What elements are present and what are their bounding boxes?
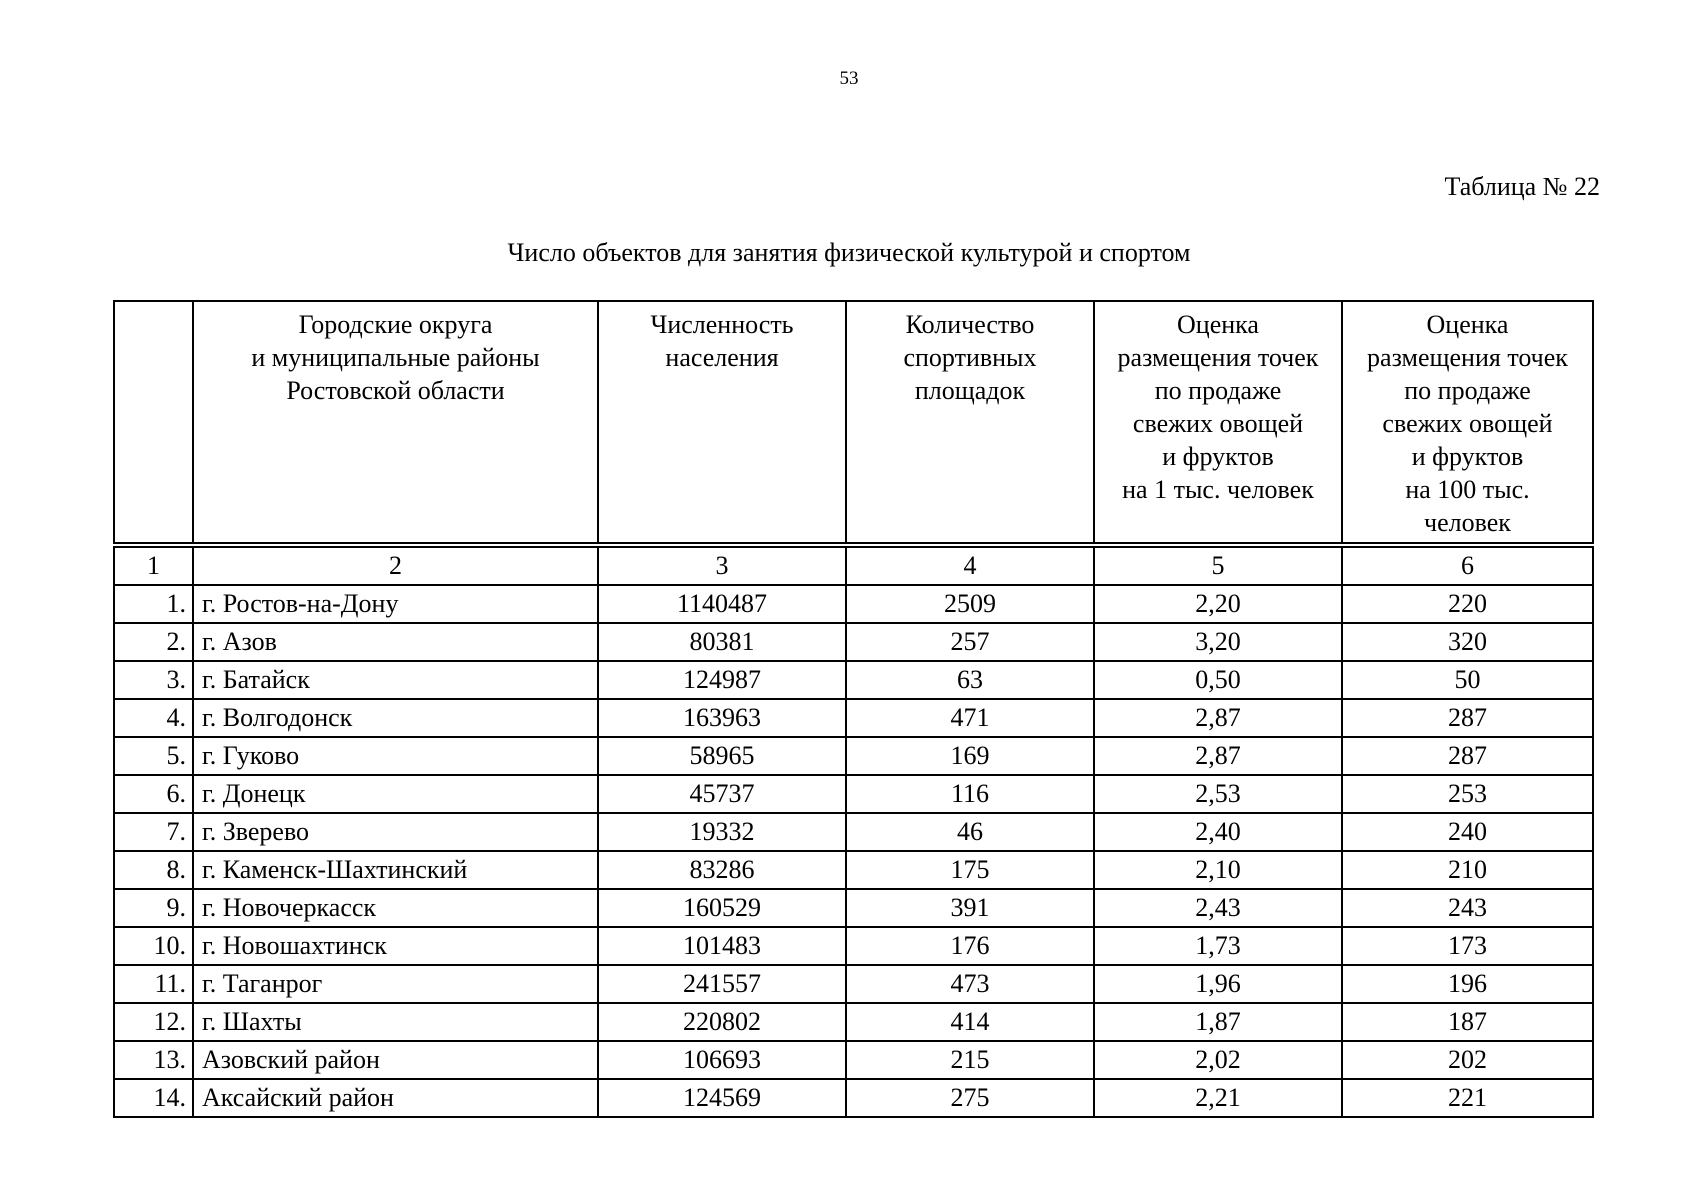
population-cell: 80381	[598, 623, 846, 661]
rating-per-hundred-thousand-cell: 220	[1342, 585, 1593, 623]
rating-per-thousand-cell: 1,87	[1094, 1003, 1342, 1041]
rating-per-hundred-thousand-cell: 210	[1342, 851, 1593, 889]
population-cell: 163963	[598, 699, 846, 737]
table-row	[114, 851, 1593, 889]
rating-per-thousand-cell: 3,20	[1094, 623, 1342, 661]
district-name-cell: г. Шахты	[193, 1003, 598, 1041]
table-row	[114, 699, 1593, 737]
rating-per-hundred-thousand-cell: 287	[1342, 737, 1593, 775]
district-name-cell: г. Донецк	[193, 775, 598, 813]
population-cell: 220802	[598, 1003, 846, 1041]
sports-grounds-cell: 169	[846, 737, 1094, 775]
district-name-cell: г. Волгодонск	[193, 699, 598, 737]
document-title: Число объектов для занятия физической культурой и спортом	[507, 238, 1191, 267]
sports-grounds-cell: 176	[846, 927, 1094, 965]
table-row	[114, 585, 1593, 623]
table-row	[114, 623, 1593, 661]
district-name-cell: г. Азов	[193, 623, 598, 661]
rating-per-thousand-cell: 2,21	[1094, 1079, 1342, 1117]
sports-grounds-cell: 215	[846, 1041, 1094, 1079]
table-row	[114, 775, 1593, 813]
rating-per-hundred-thousand-cell: 240	[1342, 813, 1593, 851]
table-row	[114, 1003, 1593, 1041]
district-name-cell: г. Ростов-на-Дону	[193, 585, 598, 623]
district-name-cell: г. Новошахтинск	[193, 927, 598, 965]
rating-per-hundred-thousand-cell: 50	[1342, 661, 1593, 699]
row-index-cell: 3.	[114, 661, 193, 699]
rating-per-hundred-thousand-cell: 187	[1342, 1003, 1593, 1041]
rating-per-thousand-cell: 1,96	[1094, 965, 1342, 1003]
rating-per-thousand-cell: 2,87	[1094, 699, 1342, 737]
header-cell-sports-grounds: Количество спортивных площадок	[846, 301, 1094, 545]
district-name-cell: г. Батайск	[193, 661, 598, 699]
row-index-cell: 8.	[114, 851, 193, 889]
sports-grounds-cell: 116	[846, 775, 1094, 813]
rating-per-thousand-cell: 2,40	[1094, 813, 1342, 851]
row-index-cell: 4.	[114, 699, 193, 737]
rating-per-hundred-thousand-cell: 320	[1342, 623, 1593, 661]
header-cell-index	[114, 301, 193, 545]
district-name-cell: г. Новочеркасск	[193, 889, 598, 927]
row-index-cell: 10.	[114, 927, 193, 965]
rating-per-thousand-cell: 2,02	[1094, 1041, 1342, 1079]
table-row	[114, 889, 1593, 927]
row-index-cell: 1.	[114, 585, 193, 623]
district-name-cell: Аксайский район	[193, 1079, 598, 1117]
rating-per-thousand-cell: 0,50	[1094, 661, 1342, 699]
rating-per-thousand-cell: 1,73	[1094, 927, 1342, 965]
header-row	[114, 301, 1593, 545]
rating-per-thousand-cell: 2,10	[1094, 851, 1342, 889]
district-name-cell: г. Каменск-Шахтинский	[193, 851, 598, 889]
population-cell: 241557	[598, 965, 846, 1003]
population-cell: 124987	[598, 661, 846, 699]
row-index-cell: 7.	[114, 813, 193, 851]
data-table	[113, 300, 1594, 1118]
row-index-cell: 12.	[114, 1003, 193, 1041]
district-name-cell: Азовский район	[193, 1041, 598, 1079]
column-number: 4	[846, 545, 1094, 585]
sports-grounds-cell: 414	[846, 1003, 1094, 1041]
column-number-row	[114, 545, 1593, 585]
column-number: 1	[114, 545, 193, 585]
rating-per-thousand-cell: 2,87	[1094, 737, 1342, 775]
rating-per-hundred-thousand-cell: 221	[1342, 1079, 1593, 1117]
rating-per-thousand-cell: 2,43	[1094, 889, 1342, 927]
table-row	[114, 1041, 1593, 1079]
sports-grounds-cell: 471	[846, 699, 1094, 737]
row-index-cell: 13.	[114, 1041, 193, 1079]
rating-per-hundred-thousand-cell: 173	[1342, 927, 1593, 965]
population-cell: 1140487	[598, 585, 846, 623]
rating-per-hundred-thousand-cell: 253	[1342, 775, 1593, 813]
table-row	[114, 661, 1593, 699]
row-index-cell: 5.	[114, 737, 193, 775]
rating-per-hundred-thousand-cell: 287	[1342, 699, 1593, 737]
sports-grounds-cell: 46	[846, 813, 1094, 851]
header-cell-rating-per-hundred-thousand: Оценка размещения точек по продаже свежих овощей и фруктов на 100 тыс. человек	[1342, 301, 1593, 545]
rating-per-hundred-thousand-cell: 196	[1342, 965, 1593, 1003]
header-cell-district: Городские округа и муниципальные районы Ростовской области	[193, 301, 598, 545]
sports-grounds-cell: 2509	[846, 585, 1094, 623]
row-index-cell: 2.	[114, 623, 193, 661]
row-index-cell: 9.	[114, 889, 193, 927]
sports-grounds-cell: 63	[846, 661, 1094, 699]
rating-per-thousand-cell: 2,20	[1094, 585, 1342, 623]
table-label: Таблица № 22	[1444, 172, 1600, 201]
table-row	[114, 1079, 1593, 1117]
row-index-cell: 14.	[114, 1079, 193, 1117]
district-name-cell: г. Гуково	[193, 737, 598, 775]
district-name-cell: г. Зверево	[193, 813, 598, 851]
population-cell: 124569	[598, 1079, 846, 1117]
column-number: 3	[598, 545, 846, 585]
population-cell: 19332	[598, 813, 846, 851]
page-number: 53	[839, 68, 859, 89]
table-row	[114, 813, 1593, 851]
table-row	[114, 965, 1593, 1003]
row-index-cell: 11.	[114, 965, 193, 1003]
population-cell: 160529	[598, 889, 846, 927]
population-cell: 83286	[598, 851, 846, 889]
column-number: 2	[193, 545, 598, 585]
sports-grounds-cell: 257	[846, 623, 1094, 661]
population-cell: 106693	[598, 1041, 846, 1079]
population-cell: 101483	[598, 927, 846, 965]
row-index-cell: 6.	[114, 775, 193, 813]
population-cell: 58965	[598, 737, 846, 775]
district-name-cell: г. Таганрог	[193, 965, 598, 1003]
rating-per-thousand-cell: 2,53	[1094, 775, 1342, 813]
rating-per-hundred-thousand-cell: 243	[1342, 889, 1593, 927]
column-number: 5	[1094, 545, 1342, 585]
table-row	[114, 737, 1593, 775]
header-cell-rating-per-thousand: Оценка размещения точек по продаже свежих овощей и фруктов на 1 тыс. человек	[1094, 301, 1342, 545]
sports-grounds-cell: 473	[846, 965, 1094, 1003]
column-number: 6	[1342, 545, 1593, 585]
population-cell: 45737	[598, 775, 846, 813]
rating-per-hundred-thousand-cell: 202	[1342, 1041, 1593, 1079]
sports-grounds-cell: 275	[846, 1079, 1094, 1117]
header-cell-population: Численность населения	[598, 301, 846, 545]
sports-grounds-cell: 391	[846, 889, 1094, 927]
sports-grounds-cell: 175	[846, 851, 1094, 889]
table-row	[114, 927, 1593, 965]
